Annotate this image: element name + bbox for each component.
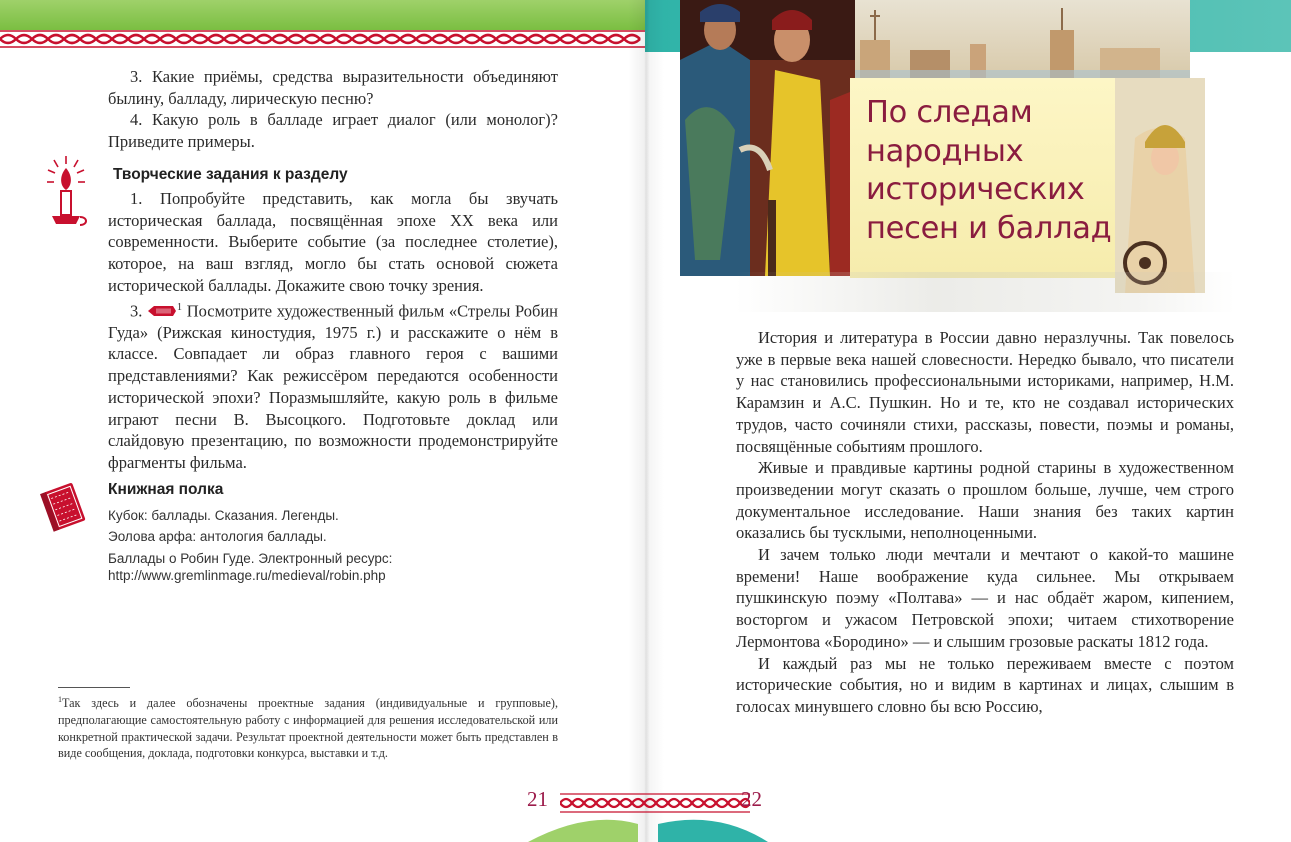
pencil-icon <box>147 304 177 318</box>
list-item-link[interactable]: http://www.gremlinmage.ru/medieval/robin.php <box>108 568 386 583</box>
book-icon <box>40 480 92 534</box>
list-item: Кубок: баллады. Сказания. Легенды. <box>108 508 339 523</box>
footnote-mark: 1 <box>58 695 62 704</box>
list-item: Баллады о Робин Гуде. Электронный ресурс: <box>108 551 393 566</box>
book-spine-shadow <box>628 0 664 842</box>
illustration-woman-portrait <box>1115 78 1205 293</box>
chapter-title <box>866 94 1116 248</box>
chapter-title-line: песен и баллад <box>866 210 1112 246</box>
footnote-mark: 1 <box>177 301 183 313</box>
chapter-title-line: По следам народных <box>866 95 1033 169</box>
chapter-title-line: исторических <box>866 172 1085 207</box>
creative-tasks-heading: Творческие задания к разделу <box>113 166 348 183</box>
chapter-intro-text <box>736 327 1234 718</box>
page-number-left: 21 <box>527 787 548 811</box>
page-number-right: 22 <box>741 787 762 811</box>
creative-task-3-text: Посмотрите художественный фильм «Стрелы Робин Гуда» (Рижская киностудия, 1975 г.) и расскажите о нём в классе. Совпадает ли образ главного героя с вашими представлениями? Как режиссёром передаются особенности исторической эпохи? Поразмышляйте, какую роль в фильме играют песни В. Высоцкого. Подготовьте доклад или слайдовую презентацию, по возможности продемонстрируйте фрагменты фильма. <box>108 301 559 472</box>
paragraph: И зачем только люди мечтали и мечтают о какой-то машине времени! Наше воображение куда сильнее. Мы открываем пушкинскую поэму «Полтава» — и нас обдаёт жаром, кипением, восторгом и ужасом Петровской эпохи; читаем стихотворение Лермонтова «Бородино» — и слышим грозовые раскаты 1812 года. <box>736 545 1234 651</box>
list-item: Эолова арфа: антология баллады. <box>108 529 327 544</box>
candle-icon <box>44 154 88 234</box>
illustration-town-background <box>850 0 1190 90</box>
bottom-decoration <box>528 810 768 842</box>
book-shelf-list <box>108 505 528 584</box>
creative-tasks <box>108 188 558 474</box>
paragraph: И каждый раз мы не только переживаем вместе с поэтом исторические события, но и видим в картинах и лицах, слышим в голосах минувшего словно бы всю Россию, <box>736 653 1234 716</box>
footnote: $^1$Так здесь и далее обозначены проектные задания (индивидуальные и групповые), предполагающие самостоятельную работу с информацией для решения исследовательской или конкретной практической задачи. Результат проектной деятельности может быть представлен в виде сообщения, доклада, подготовки конкурса, выставки и т.д. <box>58 695 558 761</box>
bottom-ornament <box>560 792 750 814</box>
illustration-streltsy <box>680 0 855 276</box>
top-ornament-border <box>0 30 645 48</box>
creative-task-1: 1. Попробуйте представить, как могла бы звучать историческая баллада, посвящённая эпохе XX века или современности. Выберите событие (за последнее столетие), которое, на ваш взгляд, могло бы стать основой сюжета исторической баллады. Докажите свою точку зрения. <box>108 189 558 295</box>
paragraph: Живые и правдивые картины родной старины в художественном произведении могут сказать о прошлом больше, лучше, чем строго документальное исследование. Наши знания без таких картин оказались бы тусклыми, неполноценными. <box>736 458 1234 543</box>
question-3: 3. Какие приёмы, средства выразительности объединяют былину, балладу, лирическую песню? <box>108 67 558 108</box>
book-shelf-heading: Книжная полка <box>108 481 224 498</box>
review-questions <box>108 66 558 153</box>
footnote-divider <box>58 687 130 688</box>
creative-task-3 <box>108 297 558 474</box>
paragraph: История и литература в России давно неразлучны. Так повелось уже в первые века нашей словесности. Нередко бывало, что писатели у нас становились профессиональными историками, например, Н.М. Карамзин и А.С. Пушкин. Но и те, кто не создавал исторических трудов, часто сочиняли стихи, рассказы, повести, поэмы и романы, посвящённые событиям прошлого. <box>736 328 1234 456</box>
question-4: 4. Какую роль в балладе играет диалог (или монолог)? Приведите примеры. <box>108 110 558 152</box>
illustration-fade <box>735 272 1235 312</box>
task-number: 3. <box>130 301 143 321</box>
